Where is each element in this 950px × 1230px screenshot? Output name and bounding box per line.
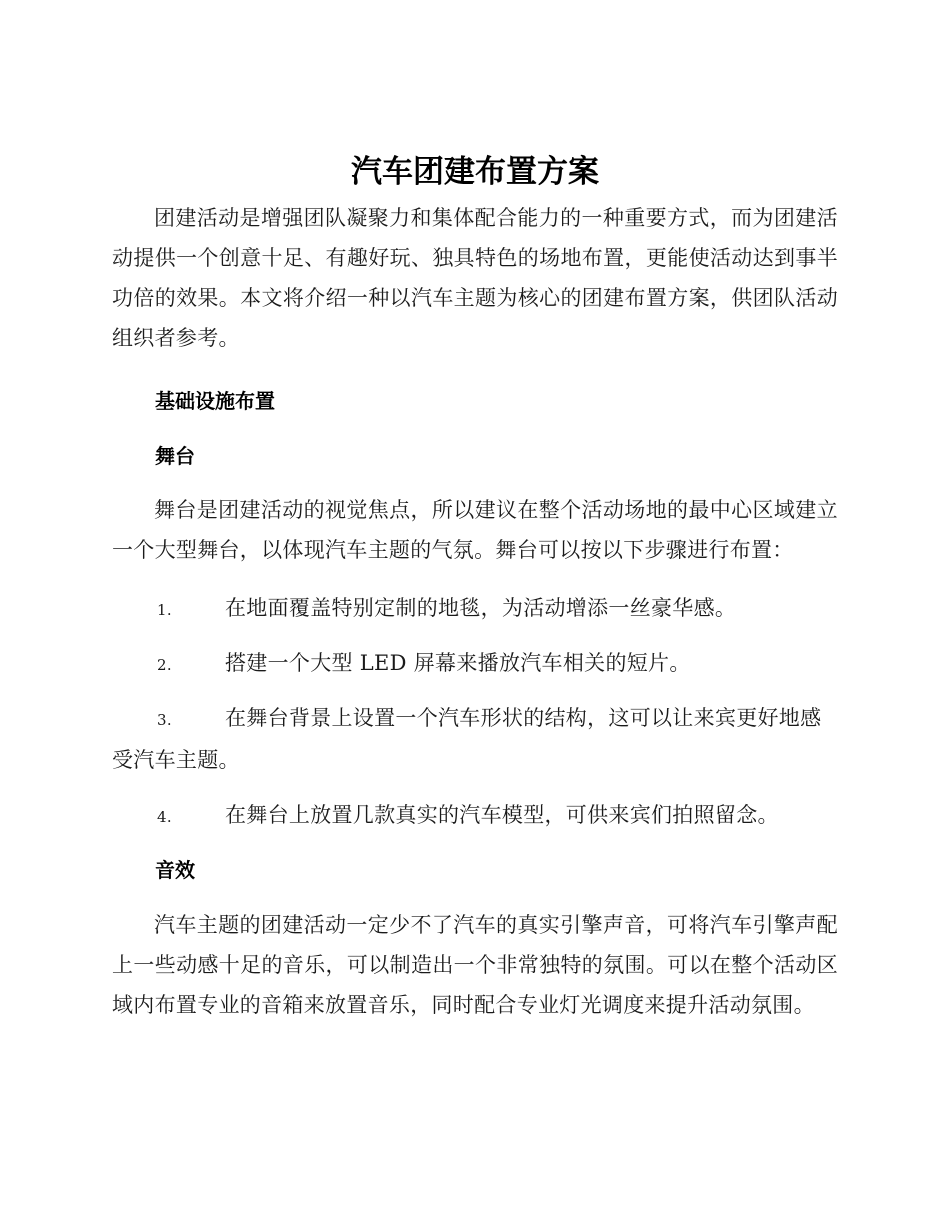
list-item-text: 在舞台背景上设置一个汽车形状的结构，这可以让来宾更好地感受汽车主题。 bbox=[112, 706, 822, 772]
list-item bbox=[112, 588, 838, 630]
list-item-text: 搭建一个大型 LED 屏幕来播放汽车相关的短片。 bbox=[225, 651, 691, 675]
subheading-sound: 音效 bbox=[155, 858, 195, 882]
list-item-number: 1. bbox=[157, 601, 172, 619]
list-item bbox=[112, 795, 838, 837]
section-heading-infrastructure: 基础设施布置 bbox=[155, 389, 275, 413]
list-item bbox=[112, 698, 838, 780]
stage-paragraph: 舞台是团建活动的视觉焦点，所以建议在整个活动场地的最中心区域建立一个大型舞台，以体现汽车主题的气氛。舞台可以按以下步骤进行布置： bbox=[112, 498, 838, 562]
list-item-text: 在舞台上放置几款真实的汽车模型，可供来宾们拍照留念。 bbox=[225, 803, 779, 827]
intro-paragraph: 团建活动是增强团队凝聚力和集体配合能力的一种重要方式，而为团建活动提供一个创意十足、有趣好玩、独具特色的场地布置，更能使活动达到事半功倍的效果。本文将介绍一种以汽车主题为核心的团建布置方案，供团队活动组织者参考。 bbox=[112, 206, 838, 350]
list-item bbox=[112, 643, 838, 685]
list-item-number: 3. bbox=[157, 711, 172, 729]
list-item-number: 4. bbox=[157, 808, 172, 826]
subheading-stage: 舞台 bbox=[155, 444, 195, 468]
list-item-number: 2. bbox=[157, 656, 172, 674]
document-title: 汽车团建布置方案 bbox=[351, 154, 599, 190]
sound-paragraph: 汽车主题的团建活动一定少不了汽车的真实引擎声音，可将汽车引擎声配上一些动感十足的音乐，可以制造出一个非常独特的氛围。可以在整个活动区域内布置专业的音箱来放置音乐，同时配合专业灯光调度来提升活动氛围。 bbox=[112, 913, 838, 1017]
list-item-text: 在地面覆盖特别定制的地毯，为活动增添一丝豪华感。 bbox=[225, 596, 737, 620]
